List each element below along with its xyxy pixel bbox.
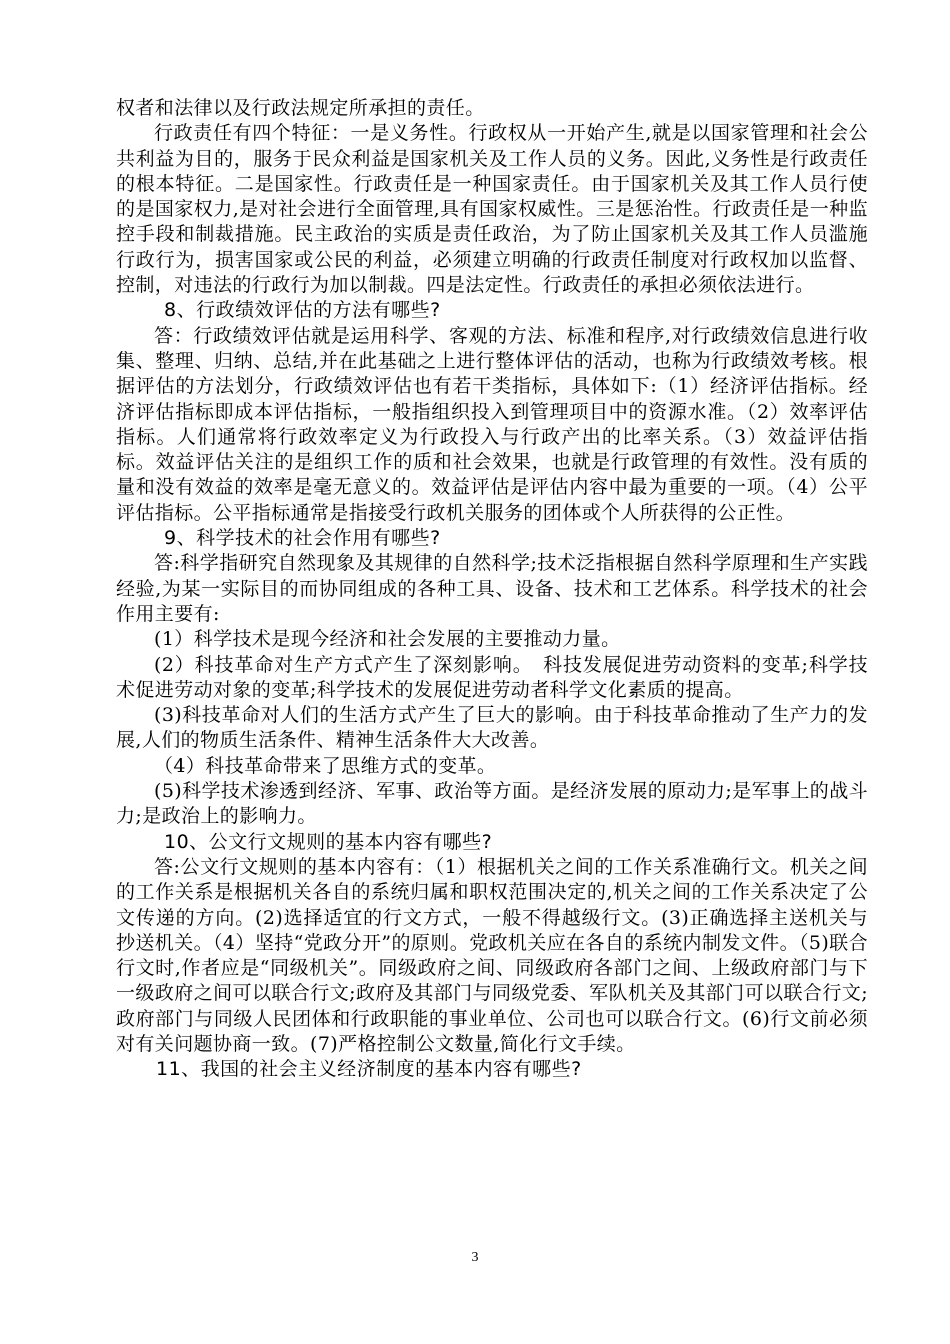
paragraph-continuation: 权者和法律以及行政法规定所承担的责任。 — [116, 97, 485, 119]
answer-9-item-4: （4）科技革命带来了思维方式的变革。 — [154, 754, 497, 777]
answer-10: 答:公文行文规则的基本内容有：（1）根据机关之间的工作关系准确行文。机关之间的工作关系是根据机关各自的系统归属和职权范围决定的,机关之间的工作关系决定了公文传递的方向。(2)选择适宜的行文方式，一般不得越级行文。(3)正确选择主送机关与抄送机关。（4）坚持“党政分开”的原则。党政机关应在各自的系统内制发文件。（5)联合行文时,作者应是“同级机关”。同级政府之间、同级政府各部门之间、上级政府部门与下一级政府之间可以联合行文;政府及其部门与同级党委、军队机关及其部门可以联合行文;政府部门与同级人民团体和行政职能的事业单位、公司也可以联合行文。(6)行文前必须对有关问题协商一致。(7)严格控制公文数量,简化行文手续。 — [116, 855, 868, 1055]
answer-9-item-3: (3)科技革命对人们的生活方式产生了巨大的影响。由于科技革命推动了生产力的发展,人们的物质生活条件、精神生活条件大大改善。 — [116, 704, 868, 752]
question-heading-8: 8、行政绩效评估的方法有哪些? — [164, 299, 441, 322]
question-heading-9: 9、科学技术的社会作用有哪些? — [164, 527, 441, 550]
answer-9-intro: 答:科学指研究自然现象及其规律的自然科学;技术泛指根据自然科学原理和生产实践经验,为某一实际目的而协同组成的各种工具、设备、技术和工艺体系。科学技术的社会作用主要有: — [116, 552, 868, 625]
answer-8: 答：行政绩效评估就是运用科学、客观的方法、标准和程序,对行政绩效信息进行收集、整理、归纳、总结,并在此基础之上进行整体评估的活动，也称为行政绩效考核。根据评估的方法划分，行政绩效评估也有若干类指标，具体如下:（1）经济评估指标。经济评估指标即成本评估指标，一般指组织投入到管理项目中的资源水准。（2）效率评估指标。人们通常将行政效率定义为行政投入与行政产出的比率关系。（3）效益评估指标。效益评估关注的是组织工作的质和社会效果，也就是行政管理的有效性。没有质的量和没有效益的效率是毫无意义的。效益评估是评估内容中最为重要的一项。（4）公平评估指标。公平指标通常是指接受行政机关服务的团体或个人所获得的公正性。 — [116, 324, 868, 524]
question-heading-10: 10、公文行文规则的基本内容有哪些? — [164, 830, 493, 853]
answer-9-item-2: (2）科技革命对生产方式产生了深刻影响。 科技发展促进劳动资料的变革;科学技术促进劳动对象的变革;科学技术的发展促进劳动者科学文化素质的提高。 — [116, 653, 868, 701]
question-heading-11: 11、我国的社会主义经济制度的基本内容有哪些? — [156, 1058, 582, 1081]
paragraph-administrative-responsibility: 行政责任有四个特征：一是义务性。行政权从一开始产生,就是以国家管理和社会公共利益为目的，服务于民众利益是国家机关及工作人员的义务。因此,义务性是行政责任的根本特征。二是国家性。行政责任是一种国家责任。由于国家机关及其工作人员行使的是国家权力,是对社会进行全面管理,具有国家权威性。三是惩治性。行政责任是一种监控手段和制裁措施。民主政治的实质是责任政治，为了防止国家机关及其工作人员滥施行政行为，损害国家或公民的利益，必须建立明确的行政责任制度对行政权加以监督、控制，对违法的行政行为加以制裁。四是法定性。行政责任的承担必须依法进行。 — [116, 122, 868, 297]
page-number: 3 — [471, 1250, 479, 1265]
document-body — [116, 96, 868, 1083]
answer-9-item-5: (5)科学技术渗透到经济、军事、政治等方面。是经济发展的原动力;是军事上的战斗力;是政治上的影响力。 — [116, 780, 868, 828]
answer-9-item-1: (1）科学技术是现今经济和社会发展的主要推动力量。 — [154, 628, 621, 651]
